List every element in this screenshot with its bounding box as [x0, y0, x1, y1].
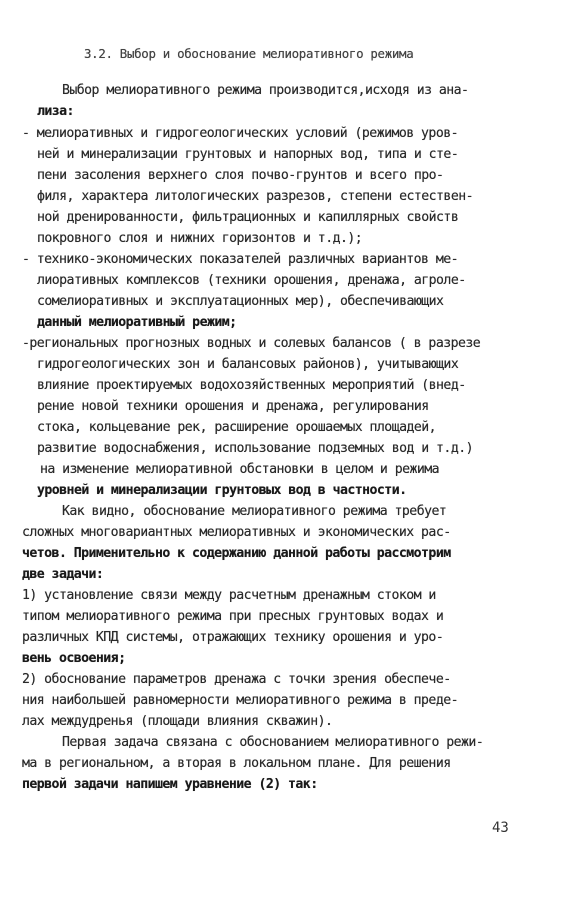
text-line: ней и минерализации грунтовых и напорных вод, типа и сте-	[37, 147, 459, 162]
text-line: ма в региональном, а вторая в локальном плане. Для решения	[22, 756, 451, 771]
text-line: данный мелиоративный режим;	[37, 315, 237, 330]
text-line: - технико-экономических показателей различных вариантов ме-	[22, 252, 458, 267]
text-line: лах междудренья (площади влияния скважин).	[22, 714, 333, 729]
text-line: 2) обоснование параметров дренажа с точки зрения обеспече-	[22, 672, 451, 687]
text-line: рение новой техники орошения и дренажа, регулирования	[37, 399, 429, 414]
text-line: типом мелиоративного режима при пресных грунтовых водах и	[22, 609, 444, 624]
text-line: ния наибольшей равномерности мелиоративного режима в преде-	[22, 693, 458, 708]
text-line: Как видно, обоснование мелиоративного режима требует	[62, 504, 447, 519]
text-line: Выбор мелиоративного режима производится,исходя из ана-	[62, 83, 469, 98]
text-line: гидрогеологических зон и балансовых районов), учитывающих	[37, 357, 459, 372]
text-line: уровней и минерализации грунтовых вод в частности.	[37, 483, 407, 498]
text-line: влияние проектируемых водохозяйственных мероприятий (внед-	[37, 378, 466, 393]
text-line: ной дренированности, фильтрационных и капиллярных свойств	[37, 210, 459, 225]
text-line: первой задачи напишем уравнение (2) так:	[22, 777, 318, 792]
text-line: различных КПД системы, отражающих технику орошения и уро-	[22, 630, 444, 645]
text-line: вень освоения;	[22, 651, 126, 666]
text-line: сомелиоративных и эксплуатационных мер), обеспечивающих	[37, 294, 444, 309]
text-line: лиза:	[37, 104, 74, 119]
text-line: стока, кольцевание рек, расширение орошаемых площадей,	[37, 420, 437, 435]
text-line: 1) установление связи между расчетным дренажным стоком и	[22, 588, 436, 603]
text-line: филя, характера литологических разрезов, степени естествен-	[37, 189, 473, 204]
text-line: две задачи:	[22, 567, 104, 582]
page-number: 43	[492, 820, 509, 836]
text-line: покровного слоя и нижних горизонтов и т.д.);	[37, 231, 363, 246]
text-line: четов. Применительно к содержанию данной работы рассмотрим	[22, 546, 451, 561]
section-heading: 3.2. Выбор и обоснование мелиоративного режима	[84, 46, 414, 61]
text-line: развитие водоснабжения, использование подземных вод и т.д.)	[37, 441, 473, 456]
text-line: Первая задача связана с обоснованием мелиоративного режи-	[62, 735, 484, 750]
text-line: лиоративных комплексов (техники орошения, дренажа, агроле-	[37, 273, 466, 288]
text-line: - мелиоративных и гидрогеологических условий (режимов уров-	[22, 126, 458, 141]
text-line: -региональных прогнозных водных и солевых балансов ( в разрезе	[22, 336, 481, 351]
text-line: пени засоления верхнего слоя почво-грунтов и всего про-	[37, 168, 444, 183]
text-line: сложных многовариантных мелиоративных и экономических рас-	[22, 525, 451, 540]
text-line: на изменение мелиоративной обстановки в целом и режима	[40, 462, 440, 477]
